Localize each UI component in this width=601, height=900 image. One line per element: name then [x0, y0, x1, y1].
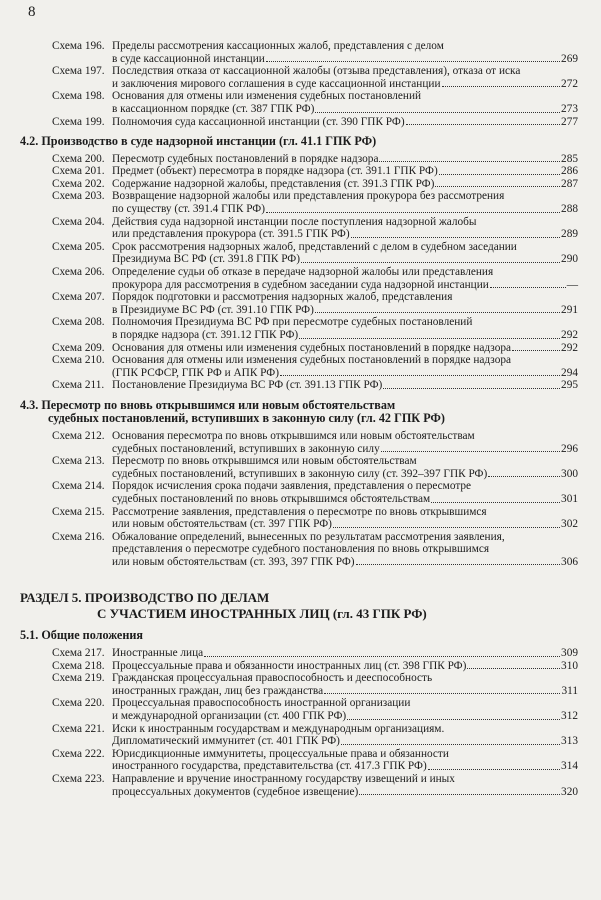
- page-ref[interactable]: 300: [561, 467, 578, 480]
- page-ref[interactable]: 285: [561, 152, 578, 165]
- scheme-title: [112, 723, 578, 748]
- title-line: [112, 379, 578, 392]
- heading-line: 4.2. Производство в суде надзорной инстанции (гл. 41.1 ГПК РФ): [20, 134, 377, 149]
- page-ref[interactable]: 311: [561, 684, 578, 697]
- page-ref[interactable]: 301: [561, 492, 578, 505]
- page-ref[interactable]: 292: [561, 341, 578, 354]
- title-text: Порядок исчисления срока подачи заявления, представления о пересмотре: [112, 480, 472, 493]
- title-line: [112, 165, 578, 178]
- title-text: представления о пересмотре судебного постановления по вновь открывшимся: [112, 543, 490, 556]
- toc-entry[interactable]: [52, 178, 578, 191]
- title-text: по существу (ст. 391.4 ГПК РФ): [112, 203, 265, 216]
- scheme-title: [112, 241, 578, 266]
- toc-entry[interactable]: [52, 165, 578, 178]
- title-text: в кассационном порядке (ст. 387 ГПК РФ): [112, 102, 315, 115]
- title-line: [112, 65, 578, 78]
- scheme-title: [112, 116, 578, 129]
- title-text: Направление и вручение иностранному государству извещений и иных: [112, 772, 455, 785]
- heading-line: 4.3. Пересмотр по вновь открывшимся или новым обстоятельствам: [20, 397, 396, 412]
- title-line: [112, 518, 578, 531]
- dot-leader: [512, 342, 560, 352]
- toc-entry[interactable]: [52, 723, 578, 748]
- scheme-number: Схема 201.: [52, 165, 105, 178]
- scheme-title: [112, 430, 578, 455]
- title-line: [112, 228, 578, 241]
- title-line: [112, 685, 578, 698]
- scheme-number: Схема 223.: [52, 772, 105, 785]
- title-text: Основания для отмены или изменения судебных постановлений: [112, 90, 422, 103]
- title-text: судебных постановлений, вступивших в законную силу (ст. 392–397 ГПК РФ): [112, 467, 488, 480]
- scheme-number: Схема 213.: [52, 455, 105, 468]
- dot-leader: [301, 253, 560, 263]
- dot-leader: [266, 203, 560, 213]
- title-line: [112, 241, 578, 254]
- scheme-title: [112, 190, 578, 215]
- title-text: и заключения мирового соглашения в суде кассационной инстанции: [112, 77, 441, 90]
- subsection-heading: [20, 629, 578, 643]
- title-line: [112, 153, 578, 166]
- scheme-title: [112, 455, 578, 480]
- scheme-number: Схема 207.: [52, 291, 105, 304]
- dot-leader: [428, 760, 560, 770]
- scheme-number: Схема 208.: [52, 316, 105, 329]
- toc-entry[interactable]: [52, 266, 578, 291]
- title-text: Срок рассмотрения надзорных жалоб, представлений с делом в судебном заседании: [112, 240, 517, 253]
- page-ref[interactable]: 302: [561, 518, 578, 531]
- title-text: или представления прокурора (ст. 391.5 ГПК РФ): [112, 228, 350, 241]
- dot-leader: [467, 660, 560, 670]
- title-line: [112, 493, 578, 506]
- title-line: [112, 90, 578, 103]
- toc-entry[interactable]: [52, 455, 578, 480]
- subsection-heading: [20, 135, 578, 149]
- page-ref[interactable]: 272: [561, 77, 578, 90]
- dot-leader: [488, 468, 560, 478]
- title-line: [112, 103, 578, 116]
- page-ref[interactable]: 309: [561, 646, 578, 659]
- title-line: [112, 506, 578, 519]
- toc-entry[interactable]: [52, 241, 578, 266]
- title-text: Последствия отказа от кассационной жалобы (отзыва представления), отказа от иска: [112, 65, 521, 78]
- title-line: [112, 556, 578, 569]
- scheme-number: Схема 211.: [52, 379, 105, 392]
- title-line: [112, 697, 578, 710]
- title-line: [112, 723, 578, 736]
- scheme-title: [112, 216, 578, 241]
- title-text: Пересмотр по вновь открывшимся или новым обстоятельствам: [112, 455, 417, 468]
- page-ref[interactable]: 294: [561, 366, 578, 379]
- scheme-title: [112, 165, 578, 178]
- scheme-number: Схема 221.: [52, 722, 105, 735]
- dot-leader: [280, 367, 560, 377]
- scheme-number: Схема 215.: [52, 505, 105, 518]
- scheme-number: Схема 209.: [52, 341, 105, 354]
- title-line: [112, 178, 578, 191]
- title-line: [112, 342, 578, 355]
- dot-leader: [266, 53, 560, 63]
- page-ref[interactable]: 287: [561, 177, 578, 190]
- heading-line: РАЗДЕЛ 5. ПРОИЗВОДСТВО ПО ДЕЛАМ: [20, 590, 270, 606]
- scheme-title: [112, 342, 578, 355]
- title-text: Содержание надзорной жалобы, представления (ст. 391.3 ГПК РФ): [112, 177, 435, 190]
- title-text: судебных постановлений по вновь открывшимся обстоятельствам: [112, 492, 431, 505]
- title-text: иностранных граждан, лиц без гражданства: [112, 684, 324, 697]
- title-text: Иностранные лица: [112, 646, 204, 659]
- title-line: [112, 786, 578, 799]
- subsection-heading: [20, 399, 578, 426]
- title-line: [112, 710, 578, 723]
- title-line: [112, 748, 578, 761]
- title-text: Процессуальная правоспособность иностранной организации: [112, 697, 411, 710]
- title-line: [112, 266, 578, 279]
- scheme-number: Схема 220.: [52, 697, 105, 710]
- dot-leader: [406, 116, 560, 126]
- page-ref[interactable]: 295: [561, 379, 578, 392]
- toc-entry[interactable]: [52, 660, 578, 673]
- title-text: Полномочия суда кассационной инстанции (ст. 390 ГПК РФ): [112, 115, 405, 128]
- title-text: в Президиуме ВС РФ (ст. 391.10 ГПК РФ): [112, 303, 314, 316]
- title-text: и международной организации (ст. 400 ГПК РФ): [112, 709, 347, 722]
- dot-leader: [435, 178, 560, 188]
- toc-entry[interactable]: [52, 216, 578, 241]
- title-line: [112, 53, 578, 66]
- page-ref[interactable]: 290: [561, 253, 578, 266]
- toc-entry[interactable]: [52, 697, 578, 722]
- dot-leader: [204, 647, 560, 657]
- scheme-number: Схема 206.: [52, 266, 105, 278]
- scheme-title: [112, 379, 578, 392]
- page-ref[interactable]: 313: [561, 735, 578, 748]
- title-text: Пересмотр судебных постановлений в порядке надзора: [112, 152, 379, 165]
- title-line: [112, 329, 578, 342]
- scheme-title: [112, 773, 578, 798]
- title-text: Юрисдикционные иммунитеты, процессуальные права и обязанности: [112, 747, 449, 760]
- scheme-title: [112, 291, 578, 316]
- title-text: в суде кассационной инстанции: [112, 52, 265, 65]
- toc-entry[interactable]: [52, 531, 578, 569]
- toc-entry[interactable]: [52, 342, 578, 355]
- toc-entry[interactable]: [52, 672, 578, 697]
- dot-leader: [359, 786, 560, 796]
- dot-leader: [356, 556, 561, 566]
- scheme-title: [112, 660, 578, 673]
- heading-line: судебных постановлений, вступивших в законную силу (гл. 42 ГПК РФ): [48, 411, 445, 426]
- section-heading: [20, 590, 578, 622]
- title-line: [112, 203, 578, 216]
- title-line: [112, 253, 578, 266]
- title-line: [112, 291, 578, 304]
- scheme-title: [112, 40, 578, 65]
- dot-leader: [439, 165, 560, 175]
- title-text: (ГПК РСФСР, ГПК РФ и АПК РФ): [112, 366, 279, 379]
- toc-entry[interactable]: [52, 291, 578, 316]
- title-line: [112, 531, 578, 544]
- page-ref[interactable]: 269: [561, 52, 578, 65]
- scheme-number: Схема 214.: [52, 480, 105, 493]
- page-ref[interactable]: 277: [561, 115, 578, 128]
- toc-entry[interactable]: [52, 430, 578, 455]
- scheme-title: [112, 354, 578, 379]
- title-text: в порядке надзора (ст. 391.12 ГПК РФ): [112, 328, 299, 341]
- page-ref[interactable]: 306: [561, 555, 578, 568]
- toc-entry[interactable]: [52, 190, 578, 215]
- title-text: Обжалование определений, вынесенных по результатам рассмотрения заявления,: [112, 530, 505, 543]
- heading-line: С УЧАСТИЕМ ИНОСТРАННЫХ ЛИЦ (гл. 43 ГПК РФ): [97, 606, 427, 622]
- toc-entry[interactable]: [52, 379, 578, 392]
- toc-entry[interactable]: [52, 316, 578, 341]
- title-line: [112, 455, 578, 468]
- title-line: [112, 672, 578, 685]
- dot-leader: [341, 735, 560, 745]
- scheme-title: [112, 506, 578, 531]
- scheme-number: Схема 196.: [52, 40, 105, 52]
- scheme-number: Схема 210.: [52, 354, 105, 367]
- heading-line: 5.1. Общие положения: [20, 628, 143, 643]
- toc-entry[interactable]: [52, 647, 578, 660]
- toc-entry[interactable]: [52, 506, 578, 531]
- title-text: Рассмотрение заявления, представления о пересмотре по вновь открывшимся: [112, 505, 487, 518]
- title-line: [112, 430, 578, 443]
- title-text: Президиума ВС РФ (ст. 391.8 ГПК РФ): [112, 253, 300, 266]
- title-line: [112, 304, 578, 317]
- toc-entry[interactable]: [52, 773, 578, 798]
- page-ref[interactable]: 296: [561, 442, 578, 455]
- dot-leader: [431, 493, 560, 503]
- dot-leader: [381, 443, 560, 453]
- scheme-title: [112, 748, 578, 773]
- dot-leader: [333, 518, 560, 528]
- dot-leader: [379, 153, 560, 163]
- title-text: судебных постановлений, вступивших в законную силу: [112, 442, 380, 455]
- scheme-number: Схема 199.: [52, 115, 105, 128]
- title-line: [112, 316, 578, 329]
- title-text: Предмет (объект) пересмотра в порядке надзора (ст. 391.1 ГПК РФ): [112, 165, 438, 178]
- page-ref[interactable]: 273: [561, 102, 578, 115]
- page-ref[interactable]: 292: [561, 328, 578, 341]
- title-line: [112, 279, 578, 292]
- title-text: Действия суда надзорной инстанции после поступления надзорной жалобы: [112, 215, 477, 228]
- title-line: [112, 40, 578, 53]
- title-line: [112, 443, 578, 456]
- dot-leader: [383, 379, 560, 389]
- page-number: 8: [28, 4, 36, 20]
- title-text: или новым обстоятельствам (ст. 397 ГПК РФ): [112, 518, 332, 531]
- page-ref[interactable]: —: [566, 278, 578, 291]
- dot-leader: [490, 279, 566, 289]
- scheme-number: Схема 218.: [52, 659, 105, 672]
- dot-leader: [351, 228, 560, 238]
- dot-leader: [315, 103, 560, 113]
- title-line: [112, 116, 578, 129]
- title-text: Пределы рассмотрения кассационных жалоб, представления с делом: [112, 40, 444, 52]
- title-line: [112, 354, 578, 367]
- dot-leader: [299, 329, 560, 339]
- toc-entry[interactable]: [52, 40, 578, 65]
- scheme-title: [112, 531, 578, 569]
- page-ref[interactable]: 286: [561, 165, 578, 178]
- title-text: Основания для отмены или изменения судебных постановлений в порядке надзора: [112, 341, 512, 354]
- page-ref[interactable]: 312: [561, 709, 578, 722]
- dot-leader: [442, 78, 561, 88]
- scheme-number: Схема 219.: [52, 672, 105, 685]
- title-text: Основания для отмены или изменения судебных постановлений в порядке надзора: [112, 354, 512, 367]
- scheme-number: Схема 202.: [52, 177, 105, 190]
- scheme-number: Схема 205.: [52, 240, 105, 253]
- scheme-title: [112, 480, 578, 505]
- title-line: [112, 647, 578, 660]
- title-line: [112, 760, 578, 773]
- scheme-title: [112, 697, 578, 722]
- title-line: [112, 468, 578, 481]
- scheme-title: [112, 153, 578, 166]
- dot-leader: [347, 710, 560, 720]
- page-ref[interactable]: 288: [561, 203, 578, 216]
- title-line: [112, 773, 578, 786]
- scheme-title: [112, 178, 578, 191]
- scheme-number: Схема 217.: [52, 646, 105, 659]
- dot-leader: [315, 304, 560, 314]
- page-ref[interactable]: 310: [561, 659, 578, 672]
- toc-entry[interactable]: [52, 116, 578, 129]
- scheme-number: Схема 216.: [52, 530, 105, 543]
- title-text: Определение судьи об отказе в передаче надзорной жалобы или представления: [112, 266, 494, 278]
- title-text: иностранного государства, представительства (ст. 417.3 ГПК РФ): [112, 760, 427, 773]
- title-text: Дипломатический иммунитет (ст. 401 ГПК РФ): [112, 735, 340, 748]
- scheme-title: [112, 647, 578, 660]
- scheme-number: Схема 212.: [52, 429, 105, 442]
- scheme-title: [112, 90, 578, 115]
- title-line: [112, 480, 578, 493]
- toc-entry[interactable]: [52, 480, 578, 505]
- scheme-number: Схема 203.: [52, 190, 105, 203]
- toc-entry[interactable]: [52, 354, 578, 379]
- toc-entry[interactable]: [52, 153, 578, 166]
- title-line: [112, 190, 578, 203]
- dot-leader: [324, 685, 560, 695]
- scheme-number: Схема 204.: [52, 215, 105, 228]
- title-line: [112, 543, 578, 556]
- title-line: [112, 367, 578, 380]
- toc-entry[interactable]: [52, 65, 578, 90]
- title-text: Полномочия Президиума ВС РФ при пересмотре судебных постановлений: [112, 316, 473, 329]
- title-text: прокурора для рассмотрения в судебном заседании суда надзорной инстанции: [112, 278, 489, 291]
- title-text: Процессуальные права и обязанности иностранных лиц (ст. 398 ГПК РФ): [112, 659, 467, 672]
- scheme-title: [112, 672, 578, 697]
- title-line: [112, 735, 578, 748]
- page-ref[interactable]: 291: [561, 303, 578, 316]
- title-text: или новым обстоятельствам (ст. 393, 397 ГПК РФ): [112, 555, 355, 568]
- title-line: [112, 660, 578, 673]
- title-text: Основания пересмотра по вновь открывшимся или новым обстоятельствам: [112, 429, 475, 442]
- page-ref[interactable]: 314: [561, 760, 578, 773]
- title-text: процессуальных документов (судебное извещение): [112, 785, 359, 798]
- table-of-contents: [20, 40, 578, 798]
- toc-entry[interactable]: [52, 748, 578, 773]
- toc-entry[interactable]: [52, 90, 578, 115]
- title-text: Иски к иностранным государствам и международным организациям.: [112, 722, 445, 735]
- title-text: Постановление Президиума ВС РФ (ст. 391.13 ГПК РФ): [112, 379, 383, 392]
- scheme-title: [112, 266, 578, 291]
- title-text: Гражданская процессуальная правоспособность и дееспособность: [112, 672, 433, 685]
- page-ref[interactable]: 320: [561, 785, 578, 798]
- title-line: [112, 78, 578, 91]
- scheme-number: Схема 222.: [52, 747, 105, 760]
- title-text: Возвращение надзорной жалобы или представления прокурора без рассмотрения: [112, 190, 505, 203]
- page-ref[interactable]: 289: [561, 228, 578, 241]
- title-text: Порядок подготовки и рассмотрения надзорных жалоб, представления: [112, 291, 453, 304]
- scheme-number: Схема 197.: [52, 65, 105, 78]
- scheme-title: [112, 65, 578, 90]
- scheme-number: Схема 200.: [52, 152, 105, 165]
- scheme-title: [112, 316, 578, 341]
- scheme-number: Схема 198.: [52, 90, 105, 103]
- title-line: [112, 216, 578, 229]
